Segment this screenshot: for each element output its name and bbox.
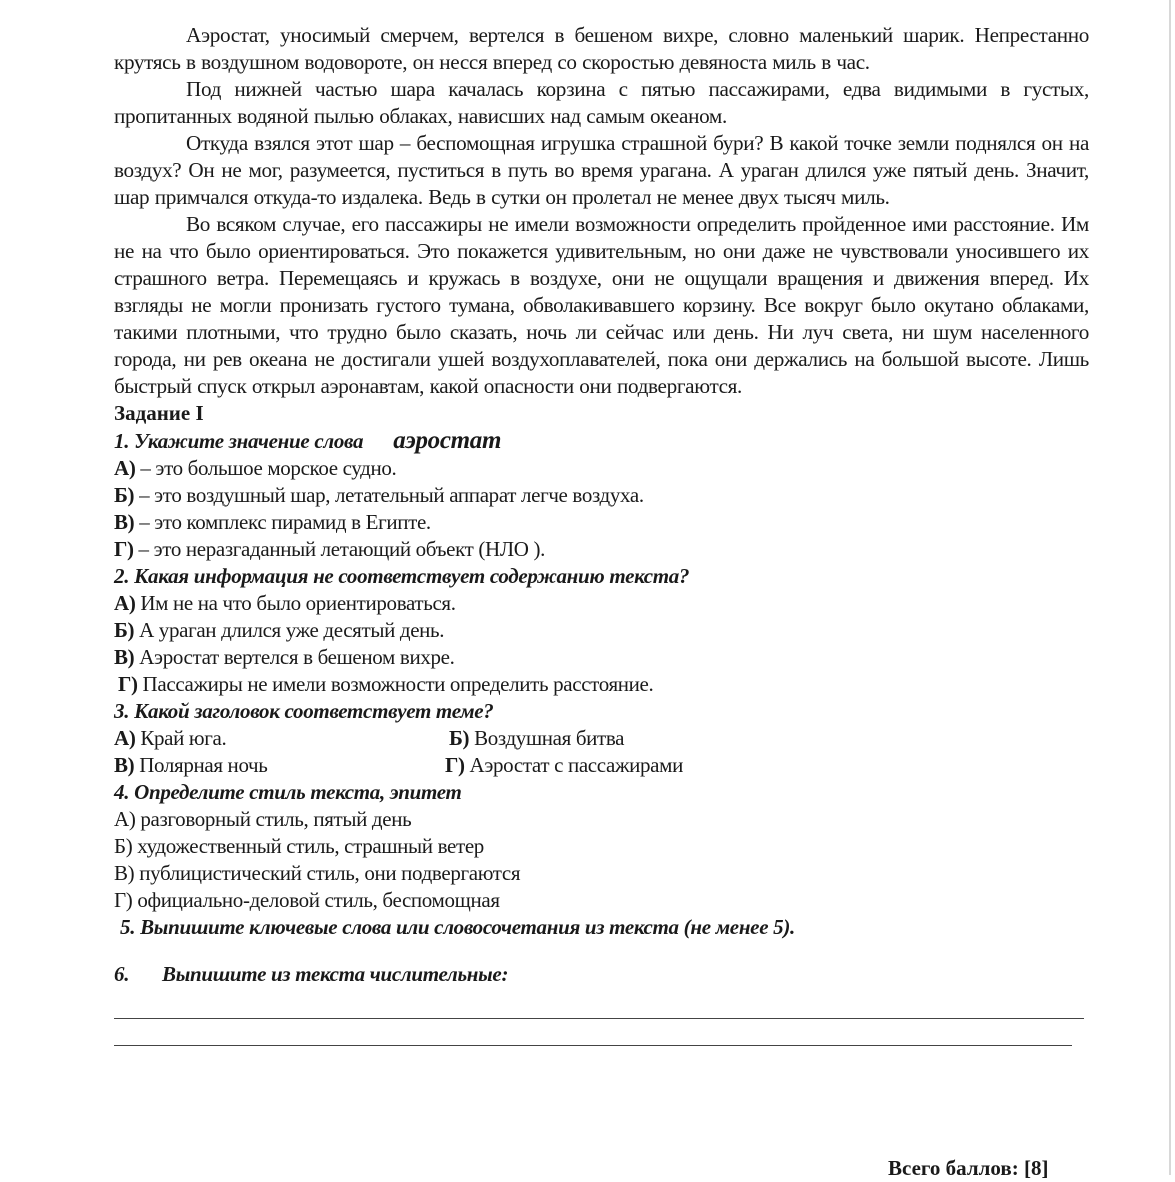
q3-option-g (445, 752, 1089, 779)
question-4 (114, 779, 1089, 914)
text-paragraph-2: Под нижней частью шара качалась корзина с пятью пассажирами, едва видимыми в густых, пропитанных водяной пылью облаках, нависших над самым океаном. (114, 77, 1089, 128)
question-2-prompt: 2. Какая информация не соответствует содержанию текста? (114, 564, 690, 588)
option-text: А ураган длился уже десятый день. (134, 618, 445, 642)
option-letter: А) (114, 456, 136, 480)
option-text: Пассажиры не имели возможности определить расстояние. (137, 672, 654, 696)
q3-option-b (445, 725, 1089, 752)
option-text: Полярная ночь (134, 753, 268, 777)
q2-option-a (114, 590, 1089, 617)
q1-option-v (114, 509, 1089, 536)
answer-line-1 (114, 1018, 1084, 1019)
option-letter: В) (114, 861, 135, 885)
task-title: Задание I (114, 401, 204, 425)
q4-option-a (114, 806, 1089, 833)
option-letter: Б) (114, 618, 135, 642)
q3-options-grid (114, 725, 1089, 779)
question-1 (114, 427, 1089, 563)
option-text: публицистический стиль, они подвергаются (134, 861, 521, 885)
q4-option-b (114, 833, 1089, 860)
q4-option-v (114, 860, 1089, 887)
question-3 (114, 698, 1089, 779)
option-letter: Б) (114, 483, 135, 507)
question-1-text: 1. Укажите значение слова (114, 429, 364, 453)
q2-option-b (114, 617, 1089, 644)
option-text: – это воздушный шар, летательный аппарат легче воздуха. (134, 483, 644, 507)
option-letter: А) (114, 726, 136, 750)
answer-line-2 (114, 1045, 1072, 1046)
option-text: художественный стиль, страшный ветер (132, 834, 484, 858)
option-letter: Б) (114, 834, 133, 858)
q1-option-b (114, 482, 1089, 509)
q3-option-a (114, 725, 445, 752)
page-edge (1169, 0, 1171, 1175)
option-text: разговорный стиль, пятый день (135, 807, 412, 831)
option-text: Аэростат с пассажирами (464, 753, 683, 777)
q2-option-v (114, 644, 1089, 671)
option-letter: В) (114, 753, 135, 777)
option-text: Воздушная битва (469, 726, 625, 750)
option-letter: Г) (118, 672, 138, 696)
option-text: – это комплекс пирамид в Египте. (134, 510, 431, 534)
q2-option-g (114, 671, 1089, 698)
question-1-keyword: аэростат (393, 427, 502, 454)
option-text: Им не на что было ориентироваться. (135, 591, 456, 615)
document-page (114, 22, 1089, 1046)
question-6-text: Выпишите из текста числительные: (162, 962, 509, 986)
option-letter: А) (114, 591, 136, 615)
option-text: официально-деловой стиль, беспомощная (132, 888, 500, 912)
text-paragraph-4: Во всяком случае, его пассажиры не имели возможности определить пройденное ими расстояние. Им не на что было ориентироваться. Это покажется удивительным, но они даже не чувствовали уносившего их страшного ветра. Перемещаясь и кружась в воздухе, они не ощущали вращения и движения вперед. Их взгляды не могли пронизать густого тумана, обволакивавшего корзину. Все вокруг было окутано облаками, такими плотными, что трудно было сказать, ночь ли сейчас или день. Ни луч света, ни шум населенного города, ни рев океана не достигали ушей воздухоплавателей, пока они держались на большой высоте. Лишь быстрый спуск открыл аэронавтам, какой опасности они подвергаются. (114, 212, 1089, 398)
option-letter: Г) (445, 753, 465, 777)
option-letter: В) (114, 645, 135, 669)
q1-option-g (114, 536, 1089, 563)
question-2 (114, 563, 1089, 698)
question-5-prompt: 5. Выпишите ключевые слова или словосочетания из текста (не менее 5). (120, 915, 796, 939)
text-paragraph-3: Откуда взялся этот шар – беспомощная игрушка страшной бури? В какой точке земли поднялся он на воздух? Он не мог, разумеется, пуститься в путь во время урагана. А ураган длился уже пятый день. Значит, шар примчался откуда-то издалека. Ведь в сутки он пролетал не менее двух тысяч миль. (114, 131, 1089, 209)
question-3-prompt: 3. Какой заголовок соответствует теме? (114, 699, 494, 723)
total-score: Всего баллов: [8] (888, 1156, 1049, 1180)
question-6-prompt (114, 961, 1089, 988)
option-text: – это большое морское судно. (135, 456, 397, 480)
option-letter: В) (114, 510, 135, 534)
option-letter: Г) (114, 888, 133, 912)
question-6 (114, 961, 1089, 1046)
q1-option-a (114, 455, 1089, 482)
text-paragraph-1: Аэростат, уносимый смерчем, вертелся в бешеном вихре, словно маленький шарик. Непрестанно крутясь в воздушном водовороте, он несся вперед со скоростью девяноста миль в час. (114, 23, 1089, 74)
option-letter: Г) (114, 537, 134, 561)
option-text: Край юга. (135, 726, 227, 750)
option-letter: А) (114, 807, 136, 831)
q4-option-g (114, 887, 1089, 914)
question-6-number: 6. (114, 962, 130, 986)
option-text: Аэростат вертелся в бешеном вихре. (134, 645, 455, 669)
q3-option-v (114, 752, 445, 779)
question-1-prompt (114, 427, 1089, 455)
option-text: – это неразгаданный летающий объект (НЛО ). (133, 537, 546, 561)
question-4-prompt: 4. Определите стиль текста, эпитет (114, 780, 462, 804)
option-letter: Б) (449, 726, 470, 750)
